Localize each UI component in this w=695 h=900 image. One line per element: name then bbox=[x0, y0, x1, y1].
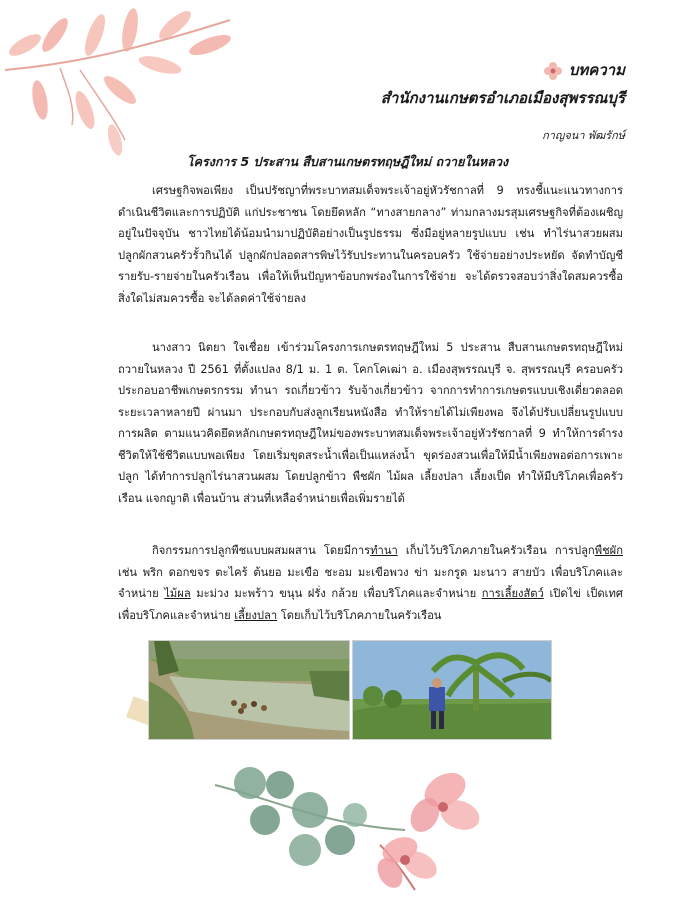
office-name: สำนักงานเกษตรอำเภอเมืองสุพรรณบุรี bbox=[380, 89, 625, 107]
paragraph-2: นางสาว นิตยา ใจเชื่อย เข้าร่วมโครงการเกษตรทฤษฎีใหม่ 5 ประสาน สืบสานเกษตรทฤษฎีใหม่ ถวายในหลวง ปี 2561 ที่ตั้งแปลง 8/1 ม. 1 ต. โคกโคเฒ่า อ. เมืองสุพรรณบุรี จ. สุพรรณบุรี ครอบครัวประกอบอาชีพเกษตรกรรม ทำนา รถเกี่ยวข้าว รับจ้างเกี่ยวข้าว จากการทำการเกษตรแบบเชิงเดี่ยวตลอดระยะเวลาหลายปี ผ่านมา ประกอบกับส่งลูกเรียนหนังสือ ทำให้รายได้ไม่เพียงพอ จึงได้ปรับเปลี่ยนรูปแบบการผลิต ตามแนวคิดยึดหลักเกษตรทฤษฎีใหม่ของพระบาทสมเด็จพระเจ้าอยู่หัวรัชกาลที่ 9 ทำให้การดำรงชีวิตให้ใช้ชีวิตแบบพอเพียง โดยเริ่มขุดสระน้ำเพื่อเป็นแหล่งน้ำ ขุดร่องสวนเพื่อให้มีน้ำเพียงพอต่อการเพาะปลูก ได้ทำการปลูกไร่นาสวนผสม โดยปลูกข้าว พืชผัก ไม้ผล เลี้ยงปลา เลี้ยงเป็ด ทำให้มีบริโภคเพื่อครัวเรือน แจกญาติ เพื่อนบ้าน ส่วนที่เหลือจำหน่ายเพื่อเพิ่มรายได้ bbox=[118, 341, 623, 505]
pink-leaf-branch-decoration bbox=[0, 0, 250, 170]
eucalyptus-flower-decoration bbox=[205, 755, 495, 895]
farmer-banana-garden-photo bbox=[352, 640, 552, 740]
paragraph-3: กิจกรรมการปลูกพืชแบบผสมผสาน โดยมีการทำนา เก็บไว้บริโภคภายในครัวเรือน การปลูกพืชผัก เช่น พริก ดอกขจร ตะไคร้ ต้นยอ มะเขือ ชะอม มะเขือพวง ข่า มะกรูด มะนาว สายบัว เพื่อบริโภคและจำหน่าย ไม้ผล มะม่วง มะพร้าว ขนุน ฝรั่ง กล้วย เพื่อบริโภคและจำหน่าย การเลี้ยงสัตว์ เปิดไข่ เป็ดเทศ เพื่อบริโภคและจำหน่าย เลี้ยงปลา โดยเก็บไว้บริโภคภายในครัวเรือน bbox=[118, 544, 623, 622]
flower-icon bbox=[543, 61, 563, 81]
article-type-label: บทความ bbox=[568, 61, 625, 79]
author-name: กาญจนา พัฒรักษ์ bbox=[542, 129, 625, 142]
article-header bbox=[381, 58, 625, 110]
article-title: โครงการ 5 ประสาน สืบสานเกษตรทฤษฎีใหม่ ถวายในหลวง bbox=[186, 154, 509, 169]
paragraph-1: เศรษฐกิจพอเพียง เป็นปรัชญาที่พระบาทสมเด็จพระเจ้าอยู่หัวรัชกาลที่ 9 ทรงชี้แนะแนวทางการดำเนินชีวิตและการปฏิบัติ แก่ประชาชน โดยยึดหลัก “ทางสายกลาง” ท่ามกลางมรสุมเศรษฐกิจที่ต้องเผชิญอยู่ในปัจจุบัน ชาวไทยได้น้อมนำมาปฏิบัติอย่างเป็นรูปธรรม ซึ่งมีอยู่หลายรูปแบบ เช่น ทำไร่นาสวยผสม ปลูกผักสวนครัวรั้วกินได้ ปลูกผักปลอดสารพิษไว้รับประทานในครอบครัว ใช้จ่ายอย่างประหยัด จัดทำบัญชีรายรับ-รายจ่ายในครัวเรือน เพื่อให้เห็นปัญหาข้อบกพร่องในการใช้จ่าย จะได้ตรวจสอบว่าสิ่งใดสมควรซื้อ สิ่งใดไม่สมควรซื้อ จะได้ลดค่าใช้จ่ายลง bbox=[118, 184, 623, 305]
ducks-canal-photo bbox=[148, 640, 350, 740]
